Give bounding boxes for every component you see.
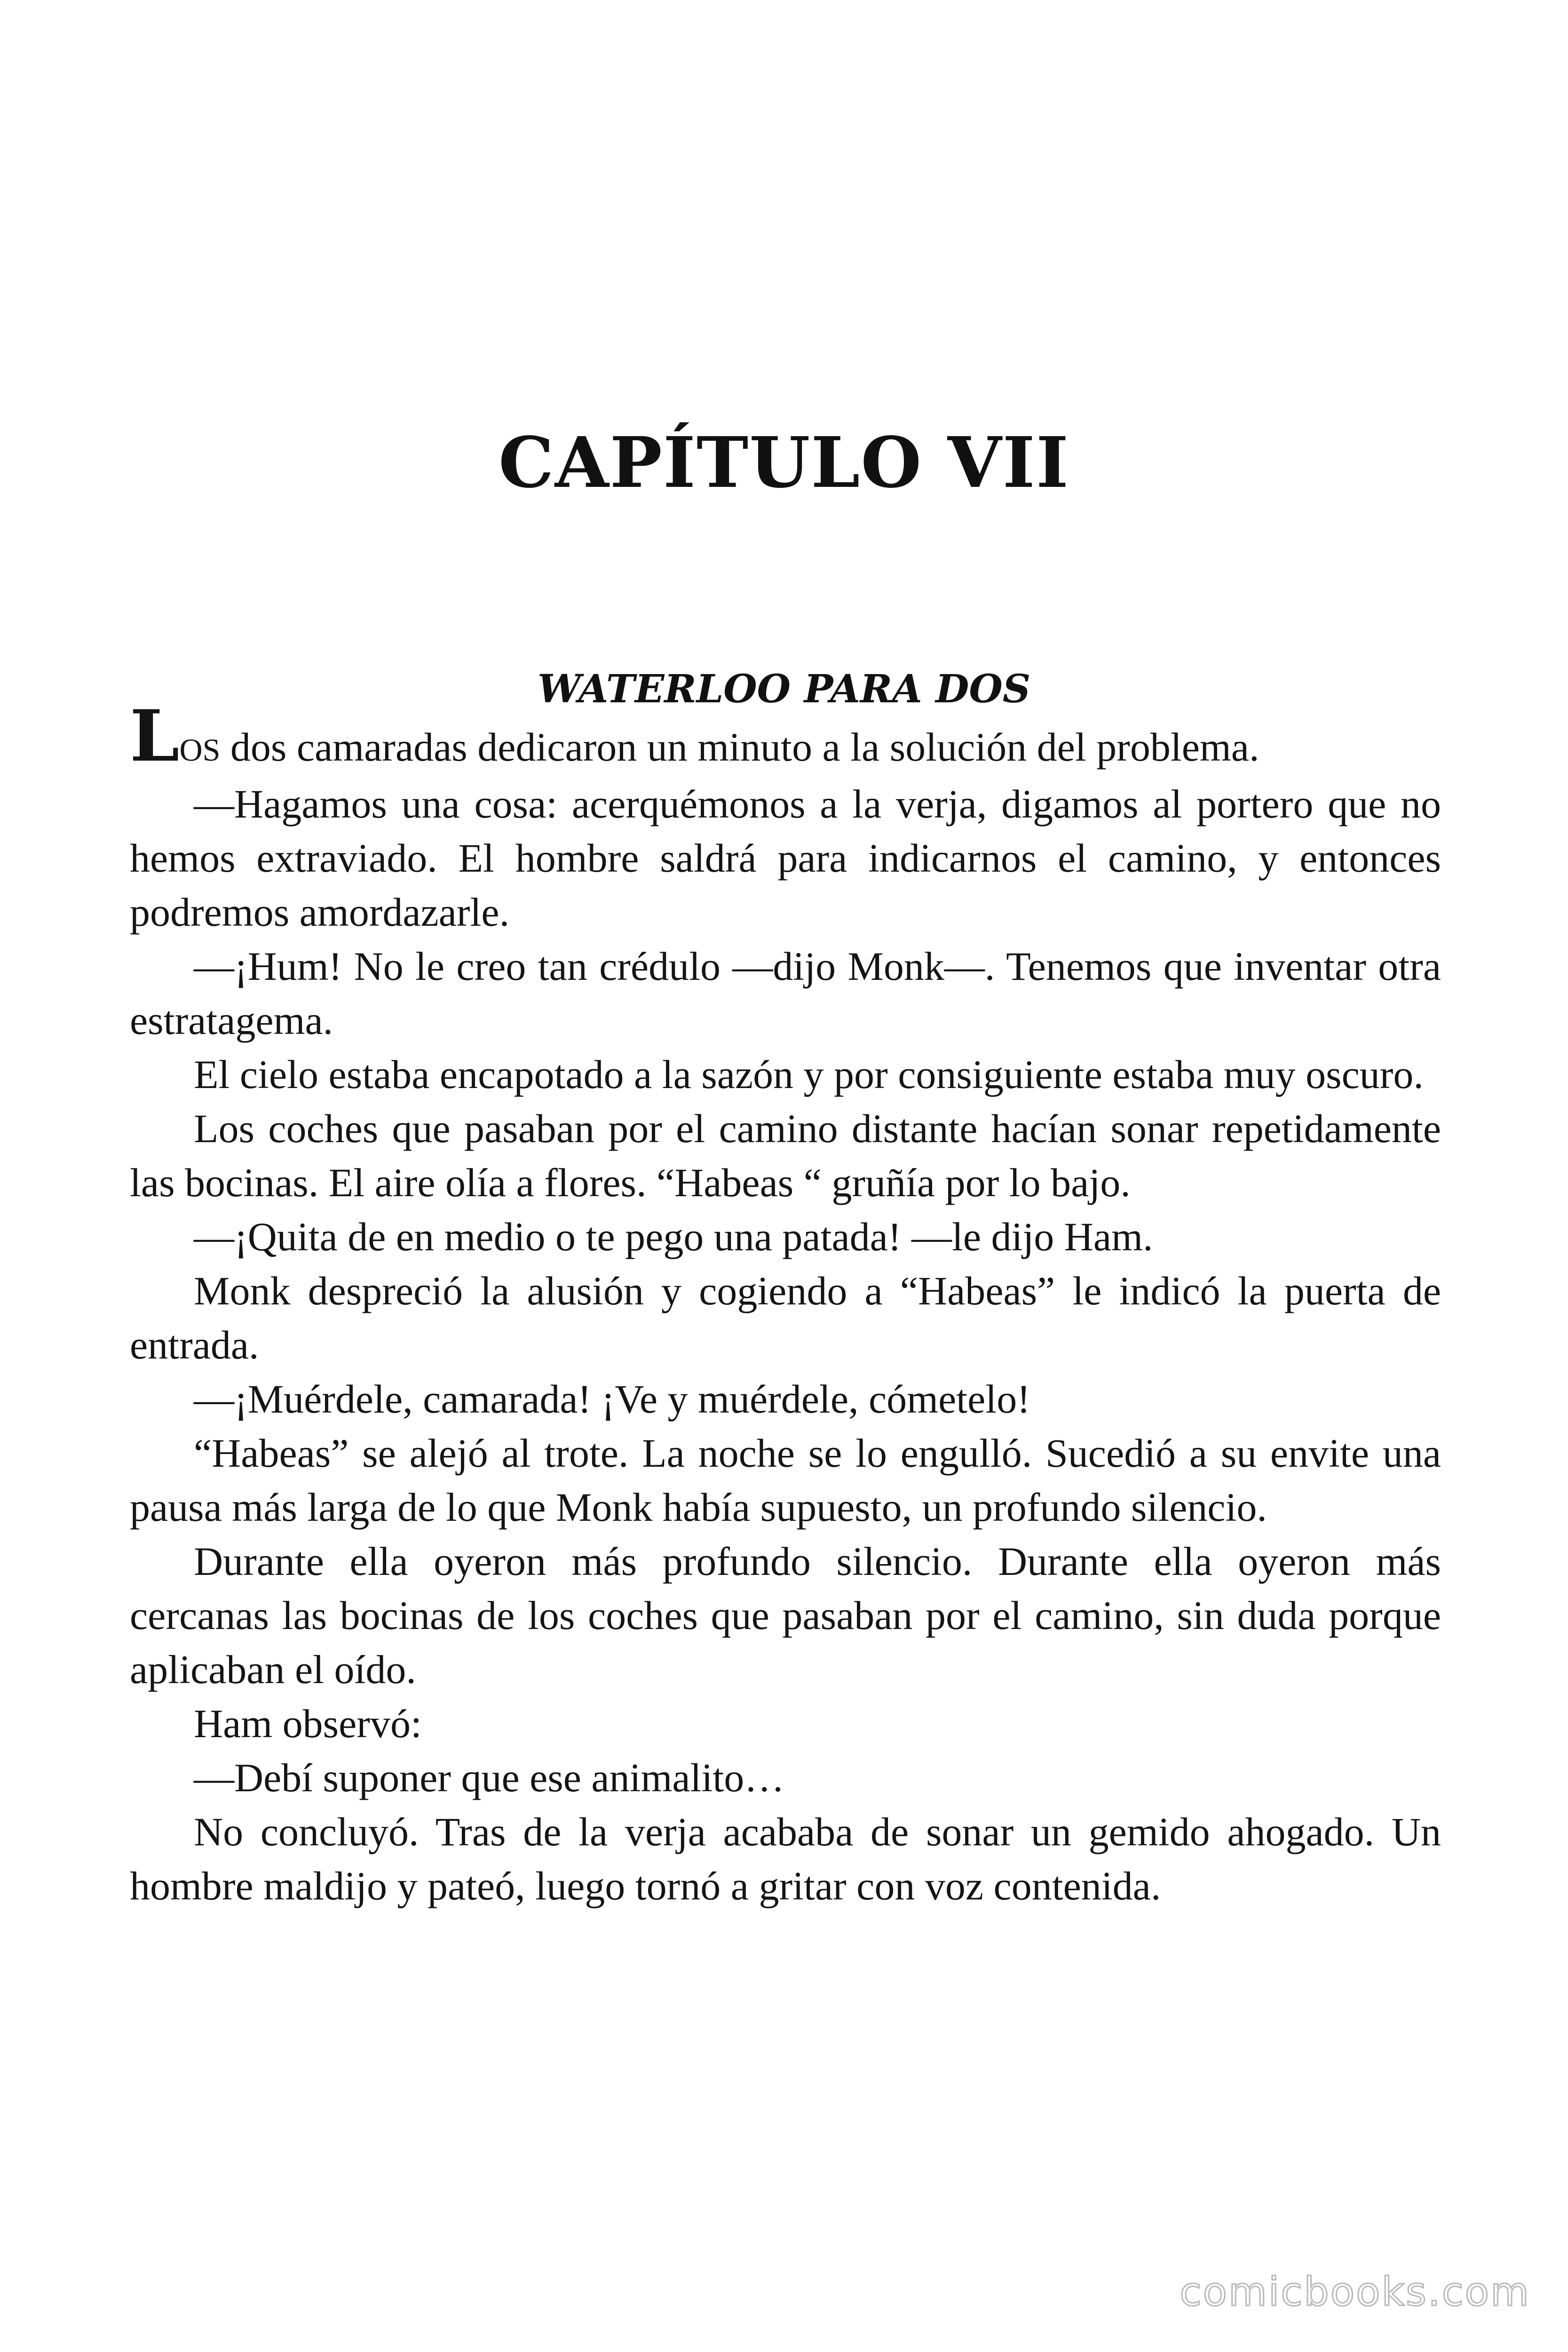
paragraph: No concluyó. Tras de la verja acababa de sonar un gemido ahogado. Un hombre maldijo y pateó, luego tornó a gritar con voz contenida.: [130, 1809, 1441, 1908]
paragraph: Los coches que pasaban por el camino distante hacían sonar repetidamente las bocinas. El aire olía a flores. “Habeas “ gruñía por lo bajo.: [130, 1106, 1441, 1205]
chapter-title: CAPÍTULO VII: [498, 421, 1070, 504]
chapter-body: [130, 695, 1441, 1913]
chapter-subtitle: WATERLOO PARA DOS: [537, 667, 1031, 712]
paragraph: —¡Muérdele, camarada! ¡Ve y muérdele, cómetelo!: [194, 1376, 1030, 1422]
paragraph: —Debí suponer que ese animalito…: [194, 1755, 785, 1800]
first-paragraph-text: dos camaradas dedicaron un minuto a la solución del problema.: [220, 724, 1259, 770]
first-paragraph: [130, 695, 1441, 778]
paragraph: Monk despreció la alusión y cogiendo a “Habeas” le indicó la puerta de entrada.: [130, 1268, 1441, 1367]
drop-cap: L: [130, 695, 180, 778]
small-caps-opening: OS: [179, 732, 221, 768]
paragraph: —¡Quita de en medio o te pego una patada! —le dijo Ham.: [194, 1214, 1153, 1259]
paragraph: El cielo estaba encapotado a la sazón y por consiguiente estaba muy oscuro.: [194, 1052, 1424, 1097]
paragraph: Ham observó:: [194, 1701, 422, 1746]
paragraph: —¡Hum! No le creo tan crédulo —dijo Monk—. Tenemos que inventar otra estratagema.: [130, 944, 1441, 1043]
paragraph: —Hagamos una cosa: acerquémonos a la verja, digamos al portero que no hemos extraviado. El hombre saldrá para indicarnos el camino, y entonces podremos amordazarle.: [130, 781, 1441, 935]
paragraph: Durante ella oyeron más profundo silencio. Durante ella oyeron más cercanas las bocinas de los coches que pasaban por el camino, sin duda porque aplicaban el oído.: [130, 1539, 1441, 1692]
watermark: comicbooks.com: [1180, 2269, 1530, 2315]
paragraph: “Habeas” se alejó al trote. La noche se lo engulló. Sucedió a su envite una pausa más larga de lo que Monk había supuesto, un profundo silencio.: [130, 1430, 1441, 1530]
